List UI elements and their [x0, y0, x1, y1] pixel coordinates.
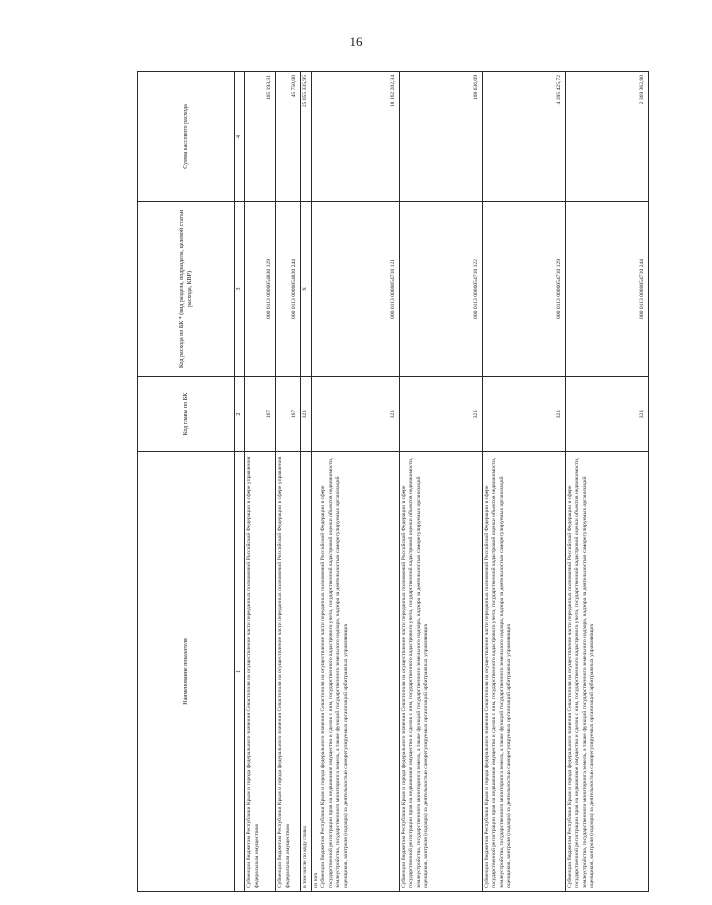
- row-name: Субвенции бюджетам Республики Крым и города федерального значения Севастополя на осуществление части переданных полномочий Российской Федерации в сфере управления федеральным имуществом: [276, 452, 301, 892]
- row-amount: 108 636,09: [399, 72, 482, 202]
- row-chapter-code: 321: [399, 377, 482, 452]
- index-cell: 3: [235, 202, 245, 377]
- rotated-table-container: [137, 72, 645, 892]
- row-chapter-code: 321: [301, 377, 312, 452]
- row-name: Субвенции бюджетам Республики Крым и города федерального значения Севастополя на осуществление части переданных полномочий Российской Федерации в сфере государственной регистрации прав на недвижимое имущество и сделок с ним, государственного кадастрового учета, государственной кадастровой оценки объектов недвижимости, землеустройства, государственного мониторинга земель, а также функций государственного земельного надзора, надзора за деятельностью саморегулируемых организаций оценщиков, контроля (надзора) за деятельностью саморегулируемых организаций арбитражных управляющих: [565, 452, 648, 892]
- row-amount: 18 162 202,34: [311, 72, 399, 202]
- table-row: [482, 72, 565, 892]
- header-chapter-code: Код главы по БК: [138, 377, 235, 452]
- row-name: Субвенции бюджетам Республики Крым и города федерального значения Севастополя на осуществление части переданных полномочий Российской Федерации в сфере государственной регистрации прав на недвижимое имущество и сделок с ним, государственного кадастрового учета, государственной кадастровой оценки объектов недвижимости, землеустройства, государственного мониторинга земель, а также функций государственного земельного надзора, надзора за деятельностью саморегулируемых организаций оценщиков, контроля (надзора) за деятельностью саморегулируемых организаций арбитражных управляющих: [399, 452, 482, 892]
- row-expense-code: 000 0113 0000054830 129: [245, 202, 276, 377]
- header-name: Наименование показателя: [138, 452, 235, 892]
- header-amount: Сумма кассового расхода: [138, 72, 235, 202]
- row-expense-code: 000 0113 0000054710 121: [311, 202, 399, 377]
- row-expense-code: X: [301, 202, 312, 377]
- table-row: [311, 72, 399, 892]
- row-chapter-code: 167: [276, 377, 301, 452]
- row-expense-code: 000 0113 0000054830 244: [276, 202, 301, 377]
- row-chapter-code: 321: [565, 377, 648, 452]
- row-name-text: Субвенции бюджетам Республики Крым и города федерального значения Севастополя на осуществление части переданных полномочий Российской Федерации в сфере государственной регистрации прав на недвижимое имущество и сделок с ним, государственного кадастрового учета, государственной кадастровой оценки объектов недвижимости, землеустройства, государственного мониторинга земель, а также функций государственного земельного надзора, надзора за деятельностью саморегулируемых организаций оценщиков, контроля (надзора) за деятельностью саморегулируемых организаций арбитражных управляющих: [320, 457, 349, 888]
- row-chapter-code: 321: [482, 377, 565, 452]
- row-name: [311, 452, 399, 892]
- row-prefix: из них: [312, 872, 319, 888]
- row-chapter-code: 321: [311, 377, 399, 452]
- page-number: 16: [349, 34, 363, 49]
- table-header-row: [138, 72, 235, 892]
- index-cell: 2: [235, 377, 245, 452]
- index-cell: 1: [235, 452, 245, 892]
- row-amount: 25 055 335,95: [301, 72, 312, 202]
- row-amount: 2 369 362,80: [565, 72, 648, 202]
- row-amount: 45 750,00: [276, 72, 301, 202]
- row-expense-code: 000 0113 0000054710 122: [399, 202, 482, 377]
- row-amount: 4 395 425,72: [482, 72, 565, 202]
- row-name: в том числе по коду главы: [301, 452, 312, 892]
- row-expense-code: 000 0113 0000054710 244: [565, 202, 648, 377]
- table-row: [245, 72, 276, 892]
- row-amount: 105 193,31: [245, 72, 276, 202]
- table-row: [276, 72, 301, 892]
- table-row: [301, 72, 312, 892]
- row-chapter-code: 167: [245, 377, 276, 452]
- expense-table: [137, 71, 649, 892]
- table-row: [399, 72, 482, 892]
- index-cell: 4: [235, 72, 245, 202]
- table-row: [565, 72, 648, 892]
- row-name: Субвенции бюджетам Республики Крым и города федерального значения Севастополя на осуществление части переданных полномочий Российской Федерации в сфере управления федеральным имуществом: [245, 452, 276, 892]
- row-name: Субвенции бюджетам Республики Крым и города федерального значения Севастополя на осуществление части переданных полномочий Российской Федерации в сфере государственной регистрации прав на недвижимое имущество и сделок с ним, государственного кадастрового учета, государственной кадастровой оценки объектов недвижимости, землеустройства, государственного мониторинга земель, а также функций государственного земельного надзора, надзора за деятельностью саморегулируемых организаций оценщиков, контроля (надзора) за деятельностью саморегулируемых организаций арбитражных управляющих: [482, 452, 565, 892]
- row-expense-code: 000 0113 0000054710 129: [482, 202, 565, 377]
- header-expense-code: Код расхода по БК * (вид раздела, подраздела, целевой статьи расхода, КВР): [138, 202, 235, 377]
- table-index-row: [235, 72, 245, 892]
